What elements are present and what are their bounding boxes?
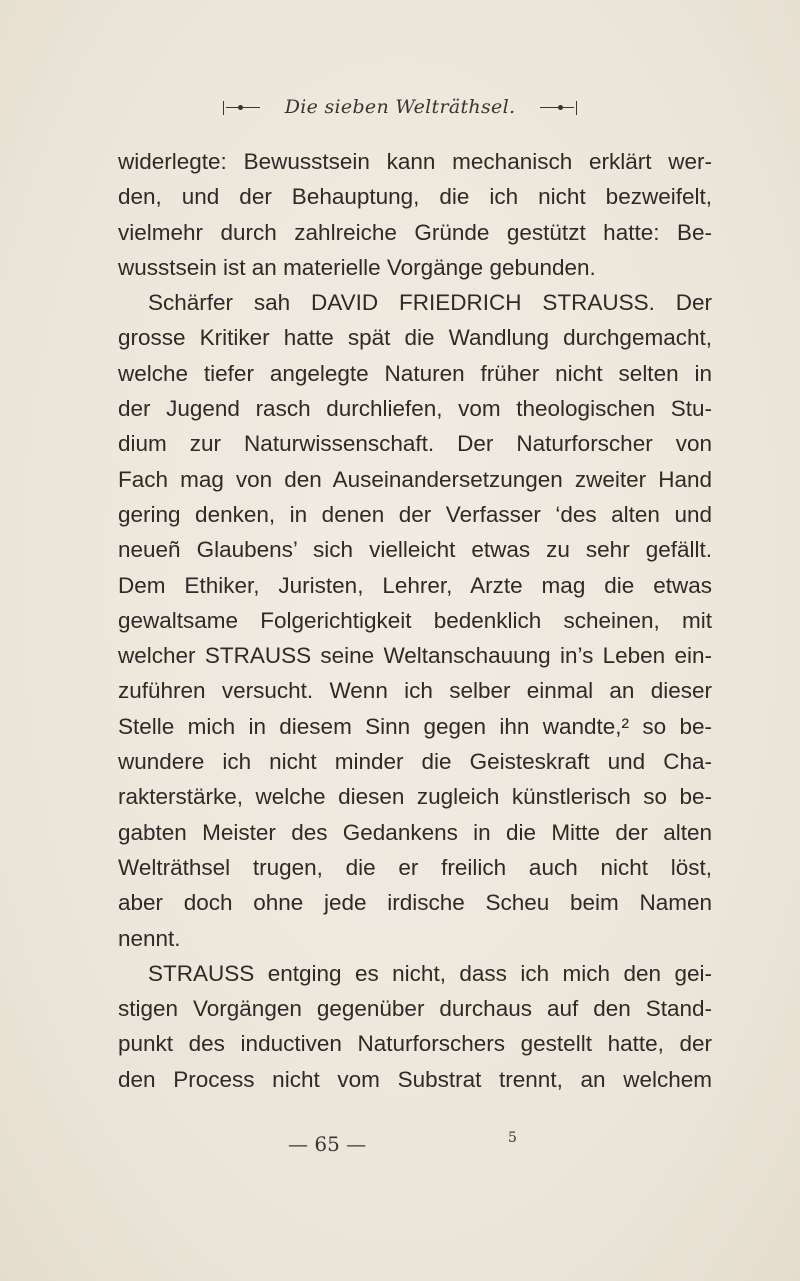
text-line: gewaltsame Folgerichtigkeit bedenklich scheinen, mit — [118, 607, 712, 633]
body-text — [118, 144, 712, 1097]
text-line: Stelle mich in diesem Sinn gegen ihn wandte,² so be- — [118, 713, 712, 739]
text-line: neueñ Glaubens’ sich vielleicht etwas zu sehr gefällt. — [118, 537, 712, 563]
header-ornament-right — [534, 103, 580, 113]
text-line: wusstsein ist an materielle Vorgänge gebunden. — [118, 254, 596, 280]
text-line: gering denken, in denen der Verfasser ‘des alten und — [118, 501, 712, 527]
running-header — [0, 96, 800, 118]
text-line: punkt des inductiven Naturforschers gestellt hatte, der — [118, 1031, 712, 1057]
text-line: der Jugend rasch durchliefen, vom theologischen Stu- — [118, 396, 712, 422]
text-line: wundere ich nicht minder die Geisteskraft und Cha- — [118, 749, 712, 775]
text-line: welche tiefer angelegte Naturen früher nicht selten in — [118, 360, 712, 386]
text-line: nennt. — [118, 925, 181, 951]
page-number: — 65 — — [288, 1132, 367, 1156]
text-line: den, und der Behauptung, die ich nicht bezweifelt, — [118, 184, 712, 210]
text-line: Schärfer sah DAVID FRIEDRICH STRAUSS. Der — [148, 290, 712, 316]
text-line: STRAUSS entging es nicht, dass ich mich den gei- — [148, 960, 712, 986]
text-line: welcher STRAUSS seine Weltanschauung in’s Leben ein- — [118, 643, 712, 669]
text-line: Dem Ethiker, Juristen, Lehrer, Arzte mag die etwas — [118, 572, 712, 598]
text-line: widerlegte: Bewusstsein kann mechanisch erklärt wer- — [118, 149, 712, 174]
text-line: den Process nicht vom Substrat trennt, an welchem — [118, 1066, 712, 1092]
signature-mark: 5 — [508, 1130, 517, 1146]
text-line: gabten Meister des Gedankens in die Mitte der alten — [118, 819, 712, 845]
text-line: aber doch ohne jede irdische Scheu beim Namen — [118, 890, 712, 916]
text-line: vielmehr durch zahlreiche Gründe gestützt hatte: Be- — [118, 219, 712, 245]
text-line: grosse Kritiker hatte spät die Wandlung durchgemacht, — [118, 325, 712, 351]
text-line: dium zur Naturwissenschaft. Der Naturforscher von — [118, 431, 712, 457]
text-line: stigen Vorgängen gegenüber durchaus auf den Stand- — [118, 996, 712, 1022]
text-line: Fach mag von den Auseinandersetzungen zweiter Hand — [118, 466, 712, 492]
running-title: Die sieben Welträthsel. — [284, 96, 516, 118]
text-line: zuführen versucht. Wenn ich selber einmal an dieser — [118, 678, 712, 704]
text-line: rakterstärke, welche diesen zugleich künstlerisch so be- — [118, 784, 712, 810]
header-ornament-left — [220, 103, 266, 113]
text-line: Welträthsel trugen, die er freilich auch nicht löst, — [118, 854, 712, 880]
